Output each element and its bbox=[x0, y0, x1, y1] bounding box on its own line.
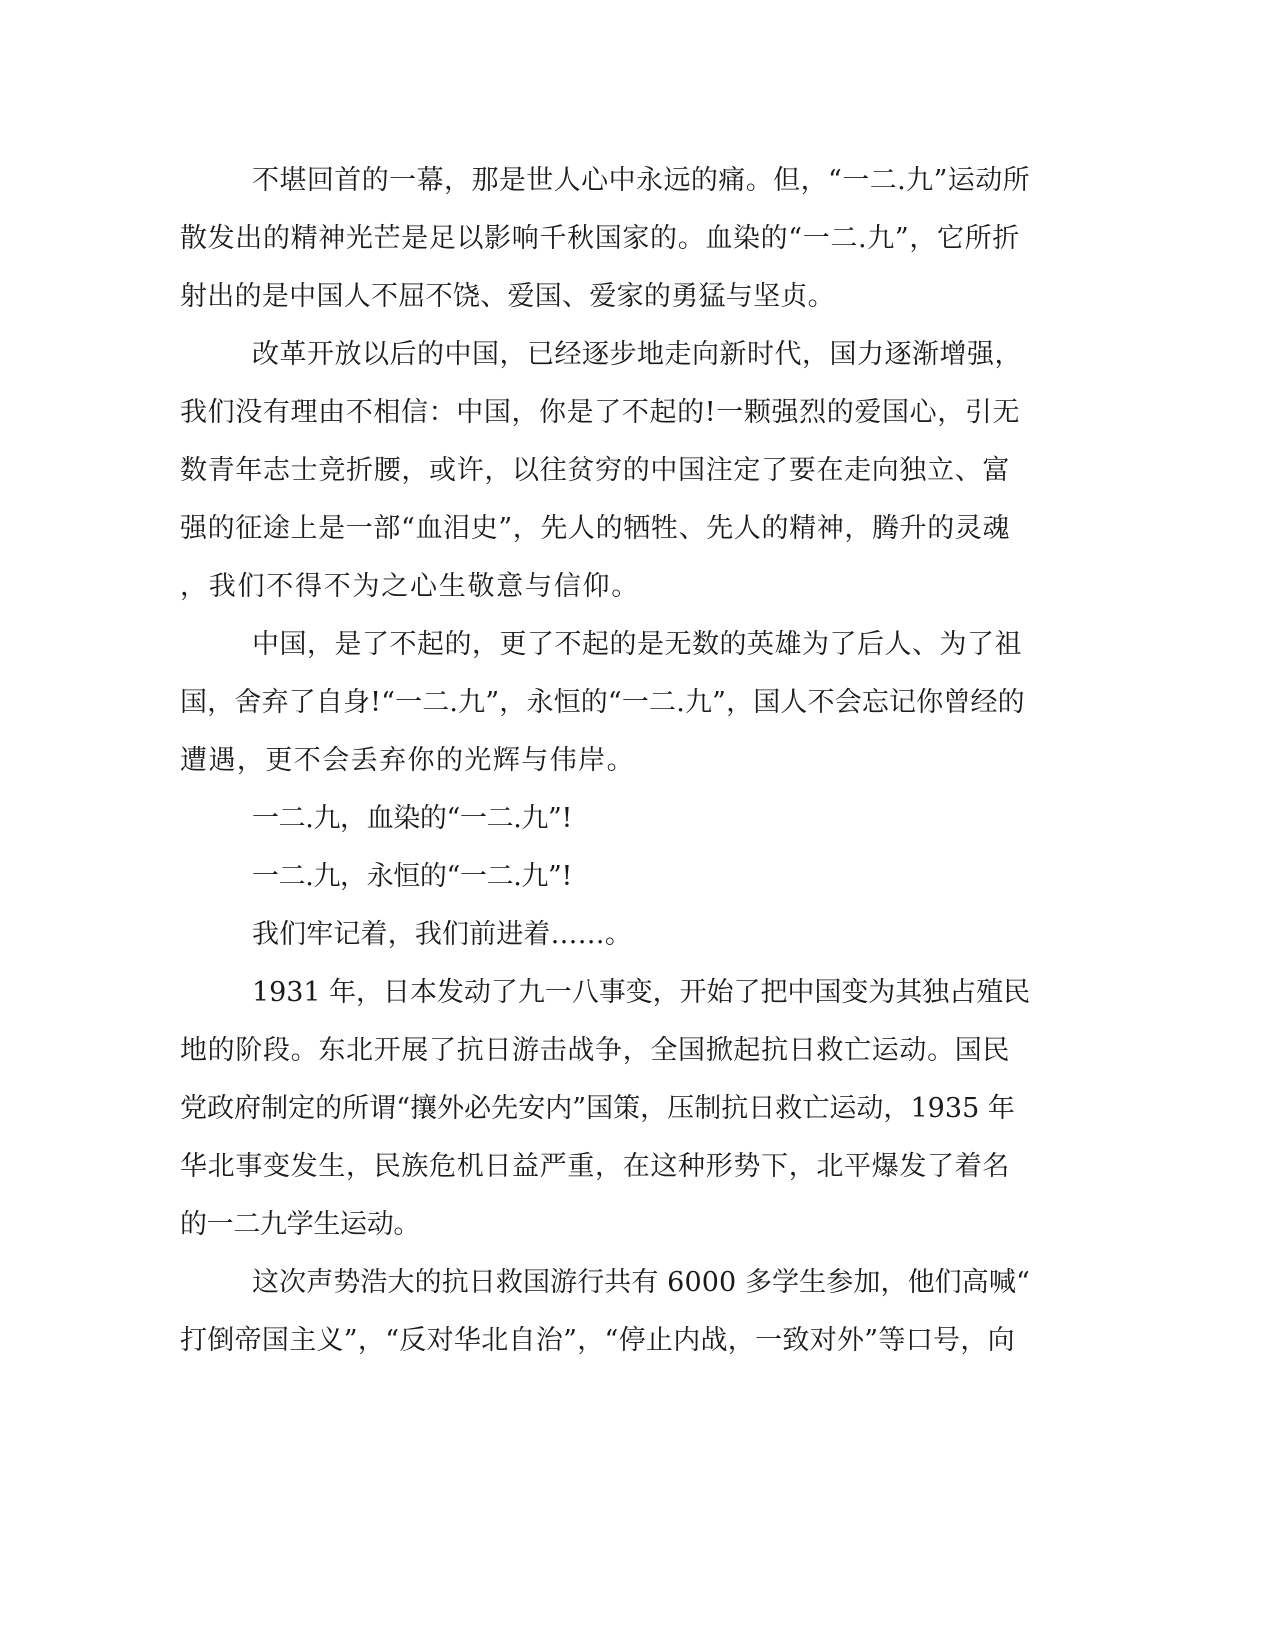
text-line: 打倒帝国主义”，“反对华北自治”，“停止内战，一致对外”等口号，向 bbox=[180, 1325, 1015, 1356]
text-line: 射出的是中国人不屈不饶、爱国、爱家的勇猛与坚贞。 bbox=[180, 281, 835, 312]
text-line: 华北事变发生，民族危机日益严重，在这种形势下，北平爆发了着名 bbox=[180, 1151, 1011, 1182]
text-line: 改革开放以后的中国，已经逐步地走向新时代，国力逐渐增强， bbox=[252, 339, 1022, 370]
text-line: 党政府制定的所谓“攘外必先安内”国策，压制抗日救亡运动，1935 年 bbox=[180, 1093, 1015, 1124]
text-line: 数青年志士竞折腰，或许，以往贫穷的中国注定了要在走向独立、富 bbox=[180, 455, 1011, 486]
text-line: 我们没有理由不相信：中国，你是了不起的!一颗强烈的爱国心，引无 bbox=[180, 397, 1021, 428]
text-line: 一二.九，血染的“一二.九”! bbox=[252, 803, 572, 834]
text-line: 这次声势浩大的抗日救国游行共有 6000 多学生参加，他们高喊“ bbox=[252, 1267, 1030, 1298]
text-line: 不堪回首的一幕，那是世人心中永远的痛。但，“一二.九”运动所 bbox=[252, 165, 1031, 196]
text-line: 1931 年，日本发动了九一八事变，开始了把中国变为其独占殖民 bbox=[252, 977, 1031, 1008]
text-line: 散发出的精神光芒是足以影响千秋国家的。血染的“一二.九”，它所折 bbox=[180, 223, 1020, 254]
text-line: 强的征途上是一部“血泪史”，先人的牺牲、先人的精神，腾升的灵魂 bbox=[180, 513, 1011, 544]
text-line: 我们牢记着，我们前进着……。 bbox=[252, 919, 632, 950]
text-line: 的一二九学生运动。 bbox=[180, 1209, 421, 1240]
text-line: 国，舍弃了自身!“一二.九”，永恒的“一二.九”，国人不会忘记你曾经的 bbox=[180, 687, 1025, 718]
text-line: ，我们不得不为之心生敬意与信仰。 bbox=[180, 571, 640, 602]
text-line: 一二.九，永恒的“一二.九”! bbox=[252, 861, 572, 892]
text-line: 中国，是了不起的，更了不起的是无数的英雄为了后人、为了祖 bbox=[252, 629, 1022, 660]
text-line: 遭遇，更不会丢弃你的光辉与伟岸。 bbox=[180, 745, 636, 776]
text-line: 地的阶段。东北开展了抗日游击战争，全国掀起抗日救亡运动。国民 bbox=[180, 1035, 1011, 1066]
